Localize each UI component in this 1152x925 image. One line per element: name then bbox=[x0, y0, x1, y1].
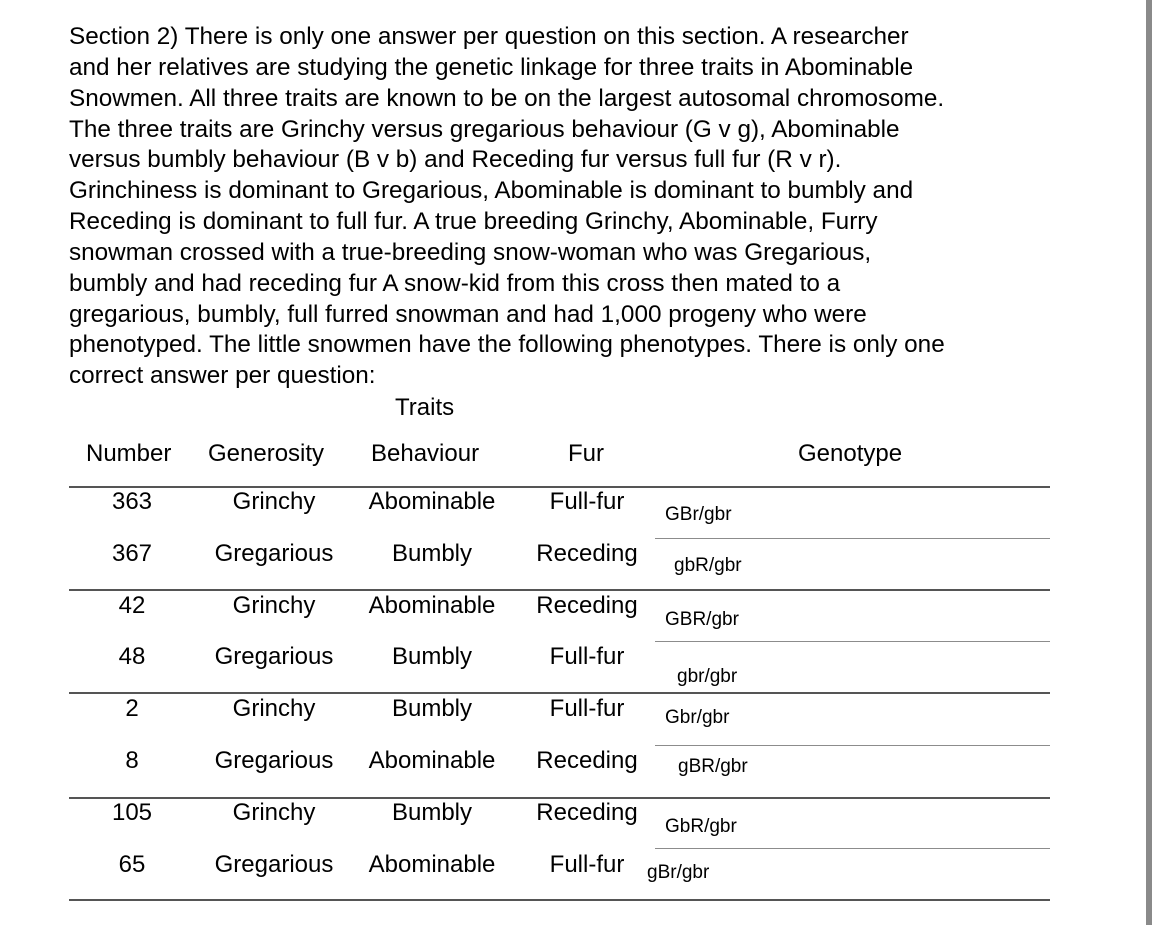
paragraph-line: bumbly and had receding fur A snow-kid from this cross then mated to a bbox=[69, 269, 841, 297]
row-genotype: GbR/gbr bbox=[665, 816, 737, 837]
paragraph-line: Receding is dominant to full fur. A true breeding Grinchy, Abominable, Furry bbox=[69, 208, 878, 236]
row-generosity: Gregarious bbox=[214, 747, 334, 774]
header-number: Number bbox=[86, 440, 172, 467]
row-number: 367 bbox=[111, 539, 153, 567]
row-fur: Full-fur bbox=[549, 488, 625, 515]
row-behaviour: Abominable bbox=[368, 591, 496, 619]
paragraph-line: versus bumbly behaviour (B v b) and Receding fur versus full fur (R v r). bbox=[69, 146, 842, 174]
paragraph-line: correct answer per question: bbox=[69, 362, 376, 390]
table-divider bbox=[69, 692, 1050, 694]
row-number: 8 bbox=[125, 747, 139, 774]
row-fur: Full-fur bbox=[549, 643, 625, 671]
row-number: 42 bbox=[118, 591, 146, 619]
paragraph-line: Grinchiness is dominant to Gregarious, Abominable is dominant to bumbly and bbox=[69, 177, 914, 205]
row-number: 363 bbox=[111, 488, 153, 515]
row-fur: Receding bbox=[536, 747, 638, 774]
row-fur: Receding bbox=[536, 539, 638, 567]
paragraph-line: and her relatives are studying the genetic linkage for three traits in Abominable bbox=[69, 53, 914, 81]
table-divider bbox=[655, 641, 1050, 642]
row-generosity: Grinchy bbox=[232, 798, 316, 826]
row-fur: Receding bbox=[536, 798, 638, 826]
row-behaviour: Bumbly bbox=[391, 643, 473, 671]
row-behaviour: Abominable bbox=[368, 747, 496, 774]
row-genotype: GBr/gbr bbox=[665, 504, 732, 525]
row-generosity: Grinchy bbox=[232, 488, 316, 515]
table-divider bbox=[69, 899, 1050, 901]
header-genotype: Genotype bbox=[798, 440, 903, 467]
row-fur: Full-fur bbox=[549, 695, 625, 723]
row-genotype: gbr/gbr bbox=[677, 666, 738, 687]
row-behaviour: Bumbly bbox=[391, 695, 473, 723]
row-generosity: Grinchy bbox=[232, 591, 316, 619]
row-generosity: Gregarious bbox=[214, 850, 334, 878]
header-behaviour: Behaviour bbox=[371, 440, 480, 467]
row-behaviour: Abominable bbox=[368, 850, 496, 878]
row-generosity: Grinchy bbox=[232, 695, 316, 723]
table-divider bbox=[69, 486, 1050, 488]
row-generosity: Gregarious bbox=[214, 539, 334, 567]
table-divider bbox=[655, 538, 1050, 539]
row-genotype: gbR/gbr bbox=[674, 555, 742, 576]
traits-label: Traits bbox=[395, 394, 455, 421]
row-behaviour: Bumbly bbox=[391, 539, 473, 567]
paragraph-line: snowman crossed with a true-breeding snow-woman who was Gregarious, bbox=[69, 238, 872, 266]
table-divider bbox=[655, 745, 1050, 746]
section-2-question-text bbox=[69, 22, 1059, 392]
page-edge-scrollbar bbox=[1146, 0, 1152, 925]
table-divider bbox=[69, 797, 1050, 799]
row-generosity: Gregarious bbox=[214, 643, 334, 671]
paragraph-line: gregarious, bumbly, full furred snowman and had 1,000 progeny who were bbox=[69, 300, 867, 328]
row-genotype: gBR/gbr bbox=[678, 756, 748, 777]
paragraph-line: phenotyped. The little snowmen have the following phenotypes. There is only one bbox=[69, 331, 945, 359]
row-number: 105 bbox=[111, 798, 153, 826]
row-number: 2 bbox=[125, 695, 139, 723]
paragraph-line: Section 2) There is only one answer per question on this section. A researcher bbox=[69, 23, 909, 50]
row-fur: Receding bbox=[536, 591, 638, 619]
row-genotype: GBR/gbr bbox=[665, 609, 739, 630]
row-genotype: Gbr/gbr bbox=[665, 707, 730, 728]
header-generosity: Generosity bbox=[208, 440, 325, 467]
row-behaviour: Abominable bbox=[368, 488, 496, 515]
row-number: 65 bbox=[118, 850, 146, 878]
row-behaviour: Bumbly bbox=[391, 798, 473, 826]
paragraph-line: Snowmen. All three traits are known to be on the largest autosomal chromosome. bbox=[69, 84, 945, 112]
row-genotype: gBr/gbr bbox=[647, 862, 710, 883]
paragraph-line: The three traits are Grinchy versus gregarious behaviour (G v g), Abominable bbox=[69, 115, 900, 143]
row-number: 48 bbox=[118, 643, 146, 671]
row-fur: Full-fur bbox=[549, 850, 625, 878]
table-divider bbox=[69, 589, 1050, 591]
table-divider bbox=[655, 848, 1050, 849]
header-fur: Fur bbox=[568, 440, 604, 467]
